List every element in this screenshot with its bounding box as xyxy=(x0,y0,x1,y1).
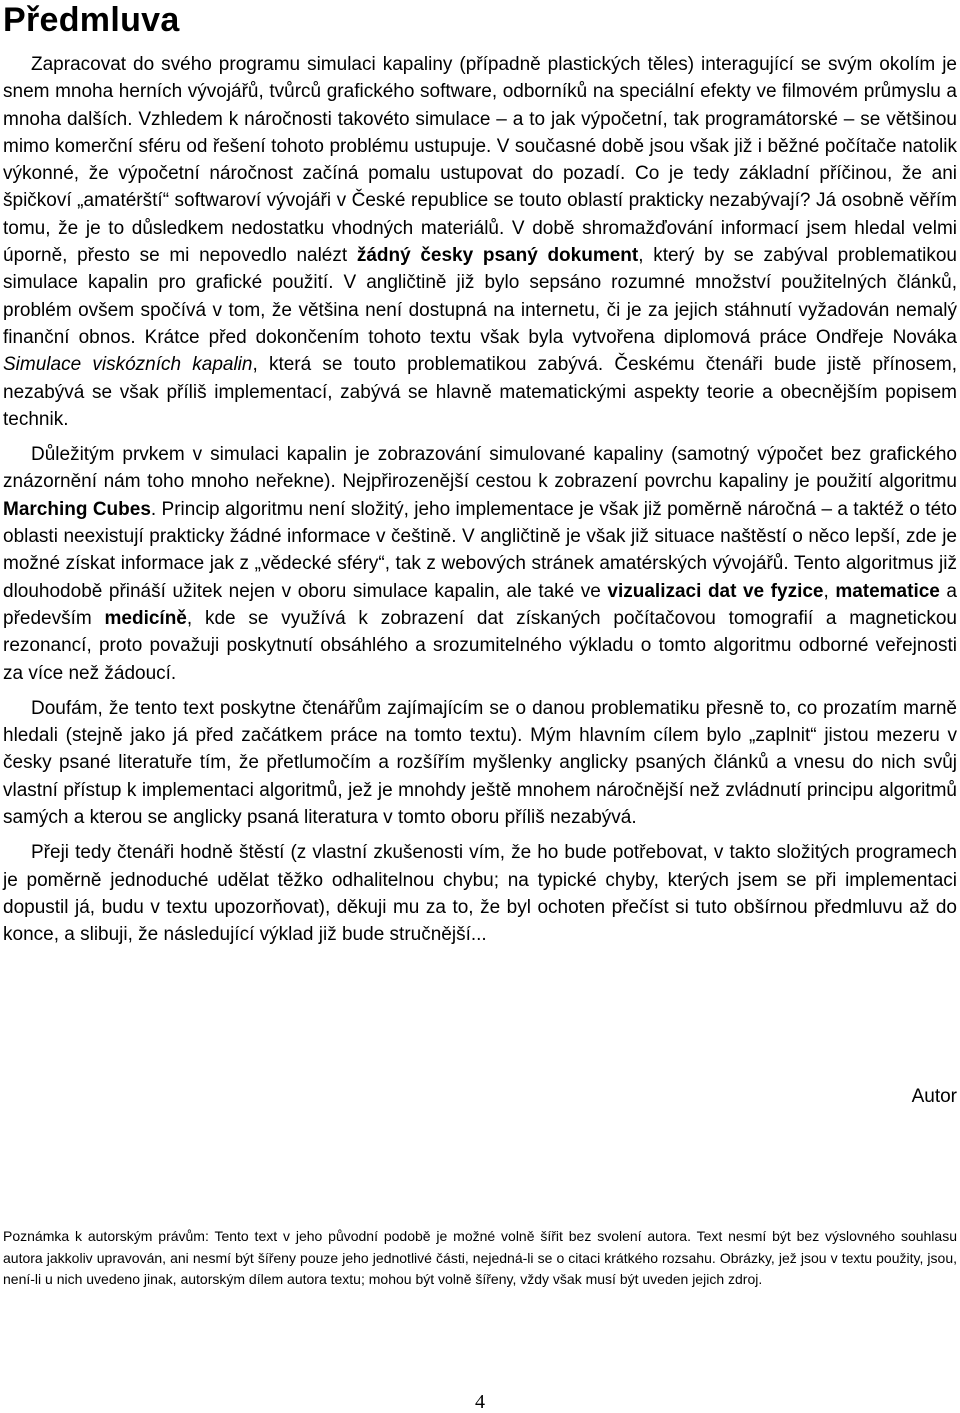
paragraph xyxy=(3,441,957,687)
paragraph xyxy=(3,695,957,831)
bold-text: vizualizaci dat ve fyzice xyxy=(607,580,824,602)
paragraph xyxy=(3,51,957,433)
bold-text: Marching Cubes xyxy=(3,498,151,520)
text-run: . Princip algoritmu není složitý, jeho implementace je však již poměrně náročná – a taktéž o této oblasti neexistují prakticky žádné informace v češtině. V angličtině je však již situace naštěstí o něco lepší, zde je možné získat informace jak z „vědecké sféry“, tak z webových stránek amatérských vývojářů. Tento algoritmus již dlouhodobě přináší užitek nejen v oboru simulace kapalin, ale také ve xyxy=(3,498,957,602)
page-number: 4 xyxy=(475,1391,485,1413)
text-run: , která se touto problematikou zabývá. Českému čtenáři bude jistě přínosem, nezabývá se však příliš implementací, zabývá se hlavně matematickými aspekty teorie a obecnějším popisem technik. xyxy=(3,354,957,430)
bold-text: medicíně xyxy=(104,607,187,629)
text-run: Přeji tedy čtenáři hodně štěstí (z vlastní zkušenosti vím, že ho bude potřebovat, v takto složitých programech je poměrně jednoduché udělat těžko odhalitelnou chybu; na typické chyby, kterých jsem se při implementaci dopustil já, budu v textu upozorňovat), děkuji mu za to, že byl ochoten přečíst si tuto obšírnou předmluvu až do konce, a slibuji, že následující výklad již bude stručnější... xyxy=(3,842,957,946)
text-run: , který by se zabýval problematikou simulace kapalin pro grafické použití. V angličtině již bylo sepsáno rozumné množství použitelných článků, problém ovšem spočívá v tom, že většina není dostupná na internetu, či je za jejich stáhnutí vyžadován nemalý finanční obnos. Krátce před dokončením tohoto textu však byla vytvořena diplomová práce Ondřeje Nováka xyxy=(3,245,957,348)
author-signature: Autor xyxy=(911,1086,957,1107)
text-run: Zapracovat do svého programu simulaci kapaliny (případně plastických těles) interagující se svým okolím je snem mnoha herních vývojářů, tvůrců grafického software, odborníků na speciální efekty ve filmovém průmyslu a mnoha dalších. Vzhledem k náročnosti takovéto simulace – a to jak výpočetní, tak programátorské – se většinou mimo komerční sféru od řešení tohoto problému ustupuje. V současné době jsou však již i běžné počítače natolik výkonné, že výpočetní náročnost začíná pomalu ustupovat do pozadí. Co je tedy základní příčinou, že ani špičkoví „amatérští“ softwaroví vývojáři v České republice se touto oblastí prakticky nezabývají? Já osobně věřím tomu, že je to důsledkem nedostatku vhodných materiálů. V době shromažďování informací jsem hledal velmi úporně, přesto se mi nepovedlo nalézt xyxy=(3,54,957,267)
bold-text: žádný česky psaný dokument xyxy=(356,245,639,267)
text-run: , xyxy=(823,580,836,602)
italic-text: Simulace viskózních kapalin xyxy=(3,354,253,376)
page-title: Předmluva xyxy=(3,1,180,39)
text-run: , kde se využívá k zobrazení dat získaných počítačovou tomografií a magnetickou rezonancí, proto považuji poskytnutí obsáhlého a srozumitelného výkladu o tomto algoritmu odborné veřejnosti za více než žádoucí. xyxy=(3,607,958,684)
copyright-note: Poznámka k autorským právům: Tento text v jeho původní podobě je možné volně šířit bez svolení autora. Text nesmí být bez výslovného souhlasu autora jakkoliv upravován, ani nesmí být šířeny pouze jeho jednotlivé části, nejedná-li se o citaci krátkého rozsahu. Obrázky, jež jsou v textu použity, jsou, není-li u nich uvedeno jinak, autorským dílem autora textu; mohou být volně šířeny, vždy však musí být uveden jejich zdroj. xyxy=(3,1228,957,1287)
text-run: Doufám, že tento text poskytne čtenářům zajímajícím se o danou problematiku přesně to, co prozatím marně hledali (stejně jako já před začátkem práce na tomto textu). Mým hlavním cílem bylo „zaplnit“ jistou mezeru v česky psané literatuře tím, že přetlumočím a rozšířím myšlenky anglicky psaných článků a vnesu do nich svůj vlastní přístup k implementaci algoritmů, jež je mnohdy ještě mnohem náročnější než zvládnutí principu algoritmů samých a kterou se anglicky psaná literatura v tomto oboru příliš nezabývá. xyxy=(3,697,957,829)
text-run: a především xyxy=(3,580,957,629)
bold-text: matematice xyxy=(835,580,940,602)
body-text xyxy=(3,51,957,949)
text-run: Důležitým prvkem v simulaci kapalin je zobrazování simulované kapaliny (samotný výpočet bez grafického znázornění nám toho mnoho neřekne). Nejpřirozenější cestou k zobrazení povrchu kapaliny je použití algoritmu xyxy=(3,444,957,493)
paragraph xyxy=(3,839,957,948)
